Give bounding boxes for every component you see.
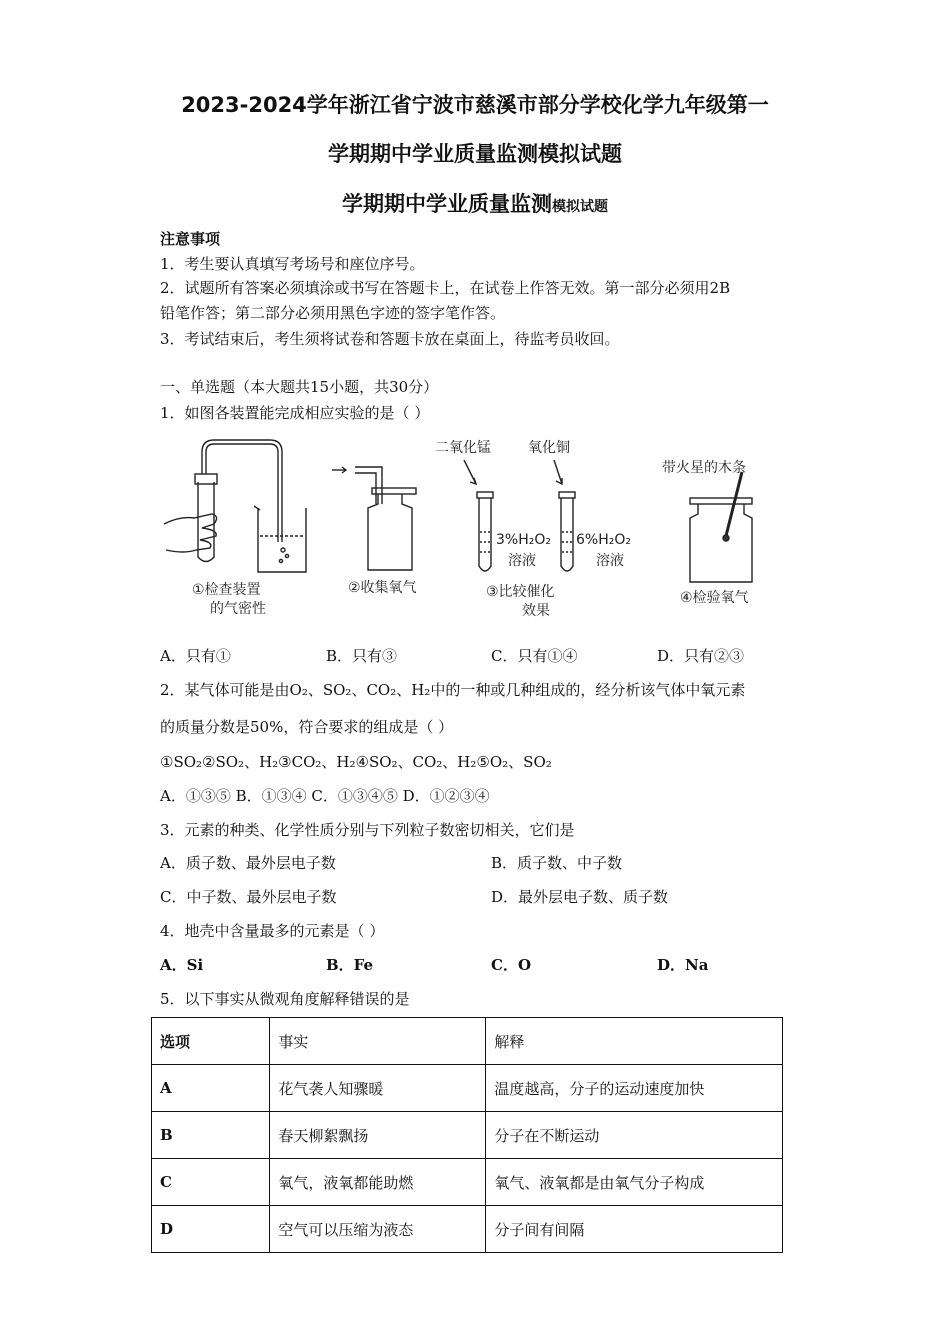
fig-solution-2b: 溶液 — [596, 553, 624, 569]
exam-title-line1: 2023-2024学年浙江省宁波市慈溪市部分学校化学九年级第一 — [181, 93, 769, 117]
q5-row-a-fact: 花气袭人知骤暖 — [270, 1065, 486, 1112]
table-row — [152, 1112, 783, 1159]
q4-stem: 4．地壳中含量最多的元素是（ ） — [160, 922, 385, 940]
q5-header-option: 选项 — [152, 1018, 270, 1065]
fig-label-mno2: 二氧化锰 — [435, 440, 491, 456]
exam-title-line2: 学期期中学业质量监测模拟试题 — [328, 142, 622, 166]
q1-option-a: A．只有① — [160, 647, 231, 665]
table-row — [152, 1065, 783, 1112]
q5-row-a-explanation: 温度越高，分子的运动速度加快 — [486, 1065, 783, 1112]
q3-option-b: B．质子数、中子数 — [491, 854, 623, 872]
notice-item-1: 1．考生要认真填写考场号和座位序号。 — [160, 255, 425, 273]
q5-row-b-fact: 春天柳絮飘扬 — [270, 1112, 486, 1159]
q1-option-b: B．只有③ — [326, 647, 398, 665]
notice-item-2-cont: 铅笔作答；第二部分必须用黑色字迹的签字笔作答。 — [160, 304, 506, 322]
q4-option-c: C．O — [491, 956, 532, 974]
exam-title-line3-small: 模拟试题 — [552, 199, 608, 215]
q5-stem: 5．以下事实从微观角度解释错误的是 — [160, 990, 410, 1008]
q4-option-b: B．Fe — [326, 956, 374, 974]
q1-option-d: D．只有②③ — [657, 647, 745, 665]
fig-cap-2: ②收集氧气 — [348, 580, 417, 596]
fig-cap-3a: ③比较催化 — [486, 584, 555, 600]
q5-table — [151, 1017, 783, 1253]
q5-row-c-fact: 氧气，液氧都能助燃 — [270, 1159, 486, 1206]
q2-stem-1: 2．某气体可能是由O₂、SO₂、CO₂、H₂中的一种或几种组成的，经分析该气体中氧元素 — [160, 681, 746, 699]
fig-solution-1a: 3%H₂O₂ — [496, 532, 551, 548]
q3-option-c: C．中子数、最外层电子数 — [160, 888, 337, 906]
q2-stem-2: 的质量分数是50%，符合要求的组成是（ ） — [160, 718, 454, 736]
apparatus-4-test-oxygen — [690, 472, 752, 582]
fig-cap-3b: 效果 — [522, 603, 550, 619]
q2-options: A．①③⑤ B．①③④ C．①③④⑤ D．①②③④ — [160, 787, 490, 805]
q5-row-d-explanation: 分子间有间隔 — [486, 1206, 783, 1253]
q1-option-c: C．只有①④ — [491, 647, 578, 665]
exam-title-line3 — [0, 188, 950, 218]
table-row — [152, 1159, 783, 1206]
fig-label-cuo: 氧化铜 — [528, 440, 570, 456]
exam-title-line3-main: 学期期中学业质量监测 — [342, 192, 552, 216]
q3-option-a: A．质子数、最外层电子数 — [160, 854, 336, 872]
fig-solution-2a: 6%H₂O₂ — [576, 532, 631, 548]
fig-solution-1b: 溶液 — [508, 553, 536, 569]
q5-row-d-fact: 空气可以压缩为液态 — [270, 1206, 486, 1253]
notice-item-2: 2．试题所有答案必须填涂或书写在答题卡上，在试卷上作答无效。第一部分必须用2B — [160, 279, 731, 297]
q3-option-d: D．最外层电子数、质子数 — [491, 888, 669, 906]
q5-row-c-explanation: 氧气、液氧都是由氧气分子构成 — [486, 1159, 783, 1206]
q5-table-header — [152, 1018, 783, 1065]
q5-row-b-explanation: 分子在不断运动 — [486, 1112, 783, 1159]
q4-option-d: D．Na — [657, 956, 709, 974]
apparatus-1-airtightness — [164, 440, 306, 572]
q2-choices: ①SO₂②SO₂、H₂③CO₂、H₂④SO₂、CO₂、H₂⑤O₂、SO₂ — [160, 753, 552, 771]
q5-row-c-option: C — [152, 1159, 270, 1206]
notice-item-3: 3．考试结束后，考生须将试卷和答题卡放在桌面上，待监考员收回。 — [160, 330, 620, 348]
table-row — [152, 1206, 783, 1253]
fig-label-splint: 带火星的木条 — [662, 460, 746, 476]
q5-row-b-option: B — [152, 1112, 270, 1159]
q5-row-a-option: A — [152, 1065, 270, 1112]
q3-stem: 3．元素的种类、化学性质分别与下列粒子数密切相关，它们是 — [160, 821, 575, 839]
fig-cap-4: ④检验氧气 — [680, 590, 749, 606]
q5-row-d-option: D — [152, 1206, 270, 1253]
section1-heading: 一、单选题（本大题共15小题，共30分） — [160, 378, 439, 396]
q1-apparatus-figure — [150, 432, 790, 622]
q5-header-explanation: 解释 — [486, 1018, 783, 1065]
notice-heading: 注意事项 — [160, 230, 221, 248]
q5-header-fact: 事实 — [270, 1018, 486, 1065]
q1-stem: 1．如图各装置能完成相应实验的是（ ） — [160, 404, 430, 422]
fig-cap-1b: 的气密性 — [210, 601, 266, 617]
q4-option-a: A．Si — [160, 956, 204, 974]
fig-cap-1a: ①检查装置 — [192, 582, 261, 598]
apparatus-2-collect-oxygen — [332, 467, 416, 570]
